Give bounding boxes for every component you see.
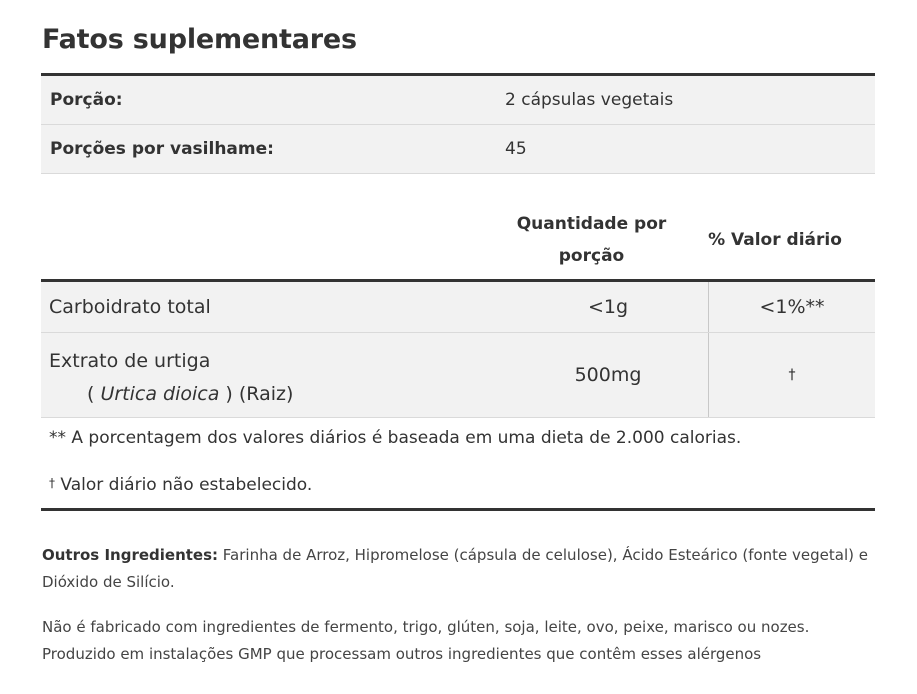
nutrient-table bbox=[41, 202, 875, 418]
other-ingredients-label: Outros Ingredientes: bbox=[42, 546, 219, 564]
other-ingredients-text: Farinha de Arroz, Hipromelose (cápsula de celulose), Ácido Esteárico (fonte vegetal) e Dióxido de Silício. bbox=[42, 546, 868, 591]
nutrient-name-cell bbox=[41, 333, 508, 417]
table-row bbox=[41, 333, 875, 418]
latin-name: Urtica dioica bbox=[100, 383, 220, 405]
nutrient-daily-value: <1%** bbox=[708, 282, 875, 332]
not-established-text: Valor diário não estabelecido. bbox=[55, 475, 313, 495]
nutrient-amount: <1g bbox=[587, 296, 629, 318]
amount-header-line2: porção bbox=[558, 246, 625, 266]
allergen-line-1: Não é fabricado com ingredientes de fermento, trigo, glúten, soja, leite, ovo, peixe, marisco ou nozes. bbox=[42, 618, 810, 636]
other-ingredients bbox=[42, 542, 882, 596]
nutrient-daily-value: † bbox=[708, 333, 875, 417]
not-established-footnote bbox=[49, 475, 312, 495]
allergen-line-2: Produzido em instalações GMP que processam outros ingredientes que contêm esses alérgenos bbox=[42, 645, 762, 663]
header-spacer bbox=[41, 202, 508, 279]
daily-value-header: % Valor diário bbox=[708, 230, 842, 250]
nutrient-name: Carboidrato total bbox=[49, 296, 211, 318]
daily-value-footnote: ** A porcentagem dos valores diários é baseada em uma dieta de 2.000 calorias. bbox=[49, 428, 742, 448]
servings-per-container-row bbox=[41, 125, 875, 174]
paren-open: ( bbox=[87, 383, 101, 405]
servings-per-container-label: Porções por vasilhame: bbox=[50, 139, 274, 159]
nutrient-amount: 500mg bbox=[574, 364, 642, 386]
allergen-statement bbox=[42, 614, 882, 668]
plant-part: ) (Raiz) bbox=[219, 383, 294, 405]
divider bbox=[41, 508, 875, 511]
page-title: Fatos suplementares bbox=[42, 24, 357, 55]
nutrient-table-header bbox=[41, 202, 875, 282]
dagger-symbol: † bbox=[49, 476, 55, 490]
servings-per-container-value: 45 bbox=[505, 139, 527, 159]
amount-header-line1: Quantidade por bbox=[516, 214, 667, 234]
serving-info-table bbox=[41, 73, 875, 174]
table-row bbox=[41, 282, 875, 333]
nutrient-source bbox=[49, 378, 508, 411]
serving-size-label: Porção: bbox=[50, 90, 123, 110]
serving-size-value: 2 cápsulas vegetais bbox=[505, 90, 674, 110]
amount-per-serving-header bbox=[508, 202, 675, 279]
nutrient-name: Extrato de urtiga bbox=[49, 350, 211, 372]
serving-size-row bbox=[41, 76, 875, 125]
